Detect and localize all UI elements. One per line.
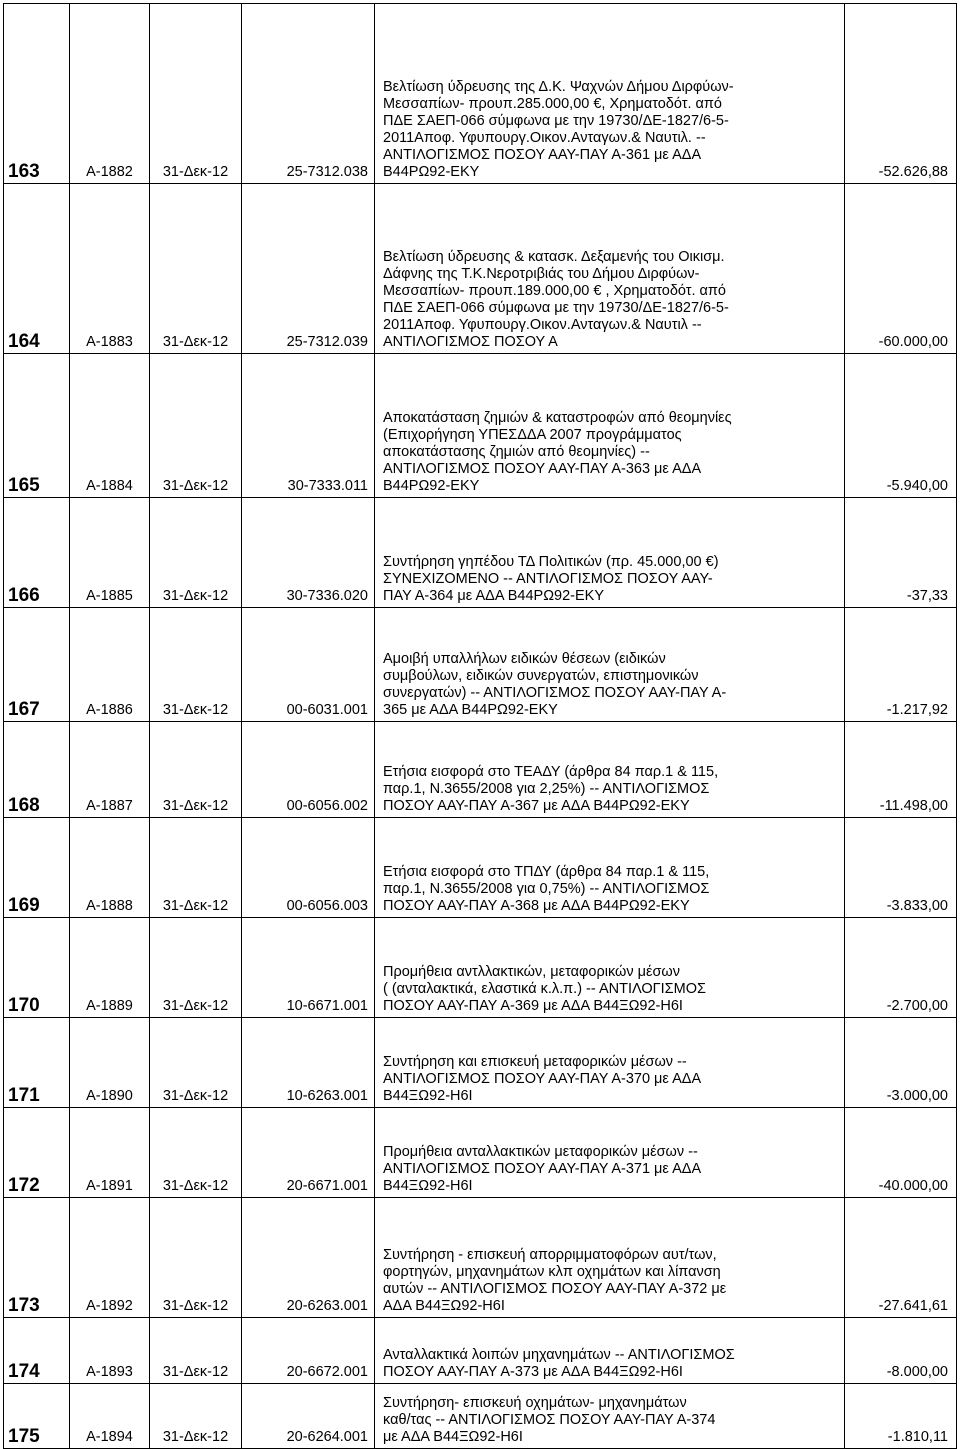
record-code: Α-1885 [70,498,150,608]
record-description: Αποκατάσταση ζημιών & καταστροφών από θεομηνίες (Επιχορήγηση ΥΠΕΣΔΔΑ 2007 προγράμματος αποκατάστασης ζημιών από θεομηνίες) -- ΑΝΤΙΛΟΓΙΣΜΟΣ ΠΟΣΟΥ ΑΑΥ-ΠΑΥ Α-363 με ΑΔΑ Β44ΡΩ92-ΕΚΥ [375,354,845,498]
account-code: 25-7312.039 [242,184,375,354]
row-number: 165 [4,354,70,498]
table-row [4,818,957,918]
account-code: 20-6264.001 [242,1384,375,1449]
account-code: 00-6056.002 [242,722,375,818]
account-code: 20-6672.001 [242,1318,375,1384]
record-date: 31-Δεκ-12 [150,4,242,184]
record-description: Ετήσια εισφορά στο ΤΠΔΥ (άρθρα 84 παρ.1 & 115, παρ.1, Ν.3655/2008 για 0,75%) -- ΑΝΤΙΛΟΓΙΣΜΟΣ ΠΟΣΟΥ ΑΑΥ-ΠΑΥ Α-368 με ΑΔΑ Β44ΡΩ92-ΕΚΥ [375,818,845,918]
record-description: Συντήρηση - επισκευή απορριμματοφόρων αυτ/των, φορτηγών, μηχανημάτων κλπ οχημάτων και λίπανση αυτών -- ΑΝΤΙΛΟΓΙΣΜΟΣ ΠΟΣΟΥ ΑΑΥ-ΠΑΥ Α-372 με ΑΔΑ Β44ΞΩ92-Η6Ι [375,1198,845,1318]
record-amount: -8.000,00 [845,1318,957,1384]
account-code: 10-6671.001 [242,918,375,1018]
record-code: Α-1892 [70,1198,150,1318]
table-row [4,1018,957,1108]
record-code: Α-1894 [70,1384,150,1449]
record-date: 31-Δεκ-12 [150,354,242,498]
record-date: 31-Δεκ-12 [150,1108,242,1198]
record-amount: -5.940,00 [845,354,957,498]
table-row [4,1198,957,1318]
record-description: Βελτίωση ύδρευσης της Δ.Κ. Ψαχνών Δήμου Διρφύων- Μεσσαπίων- προυπ.285.000,00 €, Χρηματοδότ. από ΠΔΕ ΣΑΕΠ-066 σύμφωνα με την 19730/ΔΕ-1827/6-5- 2011Αποφ. Υφυπουργ.Οικον.Ανταγων.& Ναυτιλ. -- ΑΝΤΙΛΟΓΙΣΜΟΣ ΠΟΣΟΥ ΑΑΥ-ΠΑΥ Α-361 με ΑΔΑ Β44ΡΩ92-ΕΚΥ [375,4,845,184]
record-date: 31-Δεκ-12 [150,498,242,608]
record-code: Α-1886 [70,608,150,722]
record-code: Α-1883 [70,184,150,354]
row-number: 175 [4,1384,70,1449]
record-code: Α-1884 [70,354,150,498]
record-code: Α-1882 [70,4,150,184]
record-description: Συντήρηση γηπέδου ΤΔ Πολιτικών (πρ. 45.000,00 €) ΣΥΝΕΧΙΖΟΜΕΝΟ -- ΑΝΤΙΛΟΓΙΣΜΟΣ ΠΟΣΟΥ ΑΑΥ- ΠΑΥ Α-364 με ΑΔΑ Β44ΡΩ92-ΕΚΥ [375,498,845,608]
records-table [3,3,957,1449]
record-amount: -1.217,92 [845,608,957,722]
record-code: Α-1890 [70,1018,150,1108]
record-date: 31-Δεκ-12 [150,1198,242,1318]
account-code: 00-6031.001 [242,608,375,722]
record-code: Α-1887 [70,722,150,818]
record-code: Α-1889 [70,918,150,1018]
record-amount: -2.700,00 [845,918,957,1018]
record-date: 31-Δεκ-12 [150,184,242,354]
records-table-body [4,4,957,1449]
record-date: 31-Δεκ-12 [150,918,242,1018]
record-date: 31-Δεκ-12 [150,818,242,918]
record-code: Α-1891 [70,1108,150,1198]
row-number: 164 [4,184,70,354]
record-description: Συντήρηση και επισκευή μεταφορικών μέσων -- ΑΝΤΙΛΟΓΙΣΜΟΣ ΠΟΣΟΥ ΑΑΥ-ΠΑΥ Α-370 με ΑΔΑ Β44ΞΩ92-Η6Ι [375,1018,845,1108]
record-amount: -52.626,88 [845,4,957,184]
record-description: Συντήρηση- επισκευή οχημάτων- μηχανημάτων καθ/τας -- ΑΝΤΙΛΟΓΙΣΜΟΣ ΠΟΣΟΥ ΑΑΥ-ΠΑΥ Α-374 με ΑΔΑ Β44ΞΩ92-Η6Ι [375,1384,845,1449]
row-number: 174 [4,1318,70,1384]
row-number: 172 [4,1108,70,1198]
table-row [4,918,957,1018]
record-description: Προμήθεια ανταλλακτικών μεταφορικών μέσων -- ΑΝΤΙΛΟΓΙΣΜΟΣ ΠΟΣΟΥ ΑΑΥ-ΠΑΥ Α-371 με ΑΔΑ Β44ΞΩ92-Η6Ι [375,1108,845,1198]
record-amount: -37,33 [845,498,957,608]
record-amount: -3.000,00 [845,1018,957,1108]
row-number: 163 [4,4,70,184]
table-row [4,498,957,608]
row-number: 166 [4,498,70,608]
record-amount: -27.641,61 [845,1198,957,1318]
account-code: 20-6263.001 [242,1198,375,1318]
account-code: 25-7312.038 [242,4,375,184]
record-description: Ανταλλακτικά λοιπών μηχανημάτων -- ΑΝΤΙΛΟΓΙΣΜΟΣ ΠΟΣΟΥ ΑΑΥ-ΠΑΥ Α-373 με ΑΔΑ Β44ΞΩ92-Η6Ι [375,1318,845,1384]
record-amount: -60.000,00 [845,184,957,354]
table-row [4,722,957,818]
record-amount: -3.833,00 [845,818,957,918]
table-row [4,1318,957,1384]
row-number: 170 [4,918,70,1018]
record-date: 31-Δεκ-12 [150,608,242,722]
record-description: Προμήθεια αντλλακτικών, μεταφορικών μέσων ( (ανταλακτικά, ελαστικά κ.λ.π.) -- ΑΝΤΙΛΟΓΙΣΜΟΣ ΠΟΣΟΥ ΑΑΥ-ΠΑΥ Α-369 με ΑΔΑ Β44ΞΩ92-Η6Ι [375,918,845,1018]
account-code: 10-6263.001 [242,1018,375,1108]
table-row [4,354,957,498]
record-amount: -11.498,00 [845,722,957,818]
record-date: 31-Δεκ-12 [150,1018,242,1108]
account-code: 30-7336.020 [242,498,375,608]
account-code: 00-6056.003 [242,818,375,918]
record-description: Ετήσια εισφορά στο ΤΕΑΔΥ (άρθρα 84 παρ.1 & 115, παρ.1, Ν.3655/2008 για 2,25%) -- ΑΝΤΙΛΟΓΙΣΜΟΣ ΠΟΣΟΥ ΑΑΥ-ΠΑΥ Α-367 με ΑΔΑ Β44ΡΩ92-ΕΚΥ [375,722,845,818]
table-row [4,1384,957,1449]
record-date: 31-Δεκ-12 [150,722,242,818]
record-date: 31-Δεκ-12 [150,1318,242,1384]
row-number: 171 [4,1018,70,1108]
record-code: Α-1893 [70,1318,150,1384]
row-number: 168 [4,722,70,818]
record-amount: -40.000,00 [845,1108,957,1198]
row-number: 167 [4,608,70,722]
table-row [4,184,957,354]
record-date: 31-Δεκ-12 [150,1384,242,1449]
record-description: Αμοιβή υπαλλήλων ειδικών θέσεων (ειδικών συμβούλων, ειδικών συνεργατών, επιστημονικών συνεργατών) -- ΑΝΤΙΛΟΓΙΣΜΟΣ ΠΟΣΟΥ ΑΑΥ-ΠΑΥ Α- 365 με ΑΔΑ Β44ΡΩ92-ΕΚΥ [375,608,845,722]
account-code: 20-6671.001 [242,1108,375,1198]
record-amount: -1.810,11 [845,1384,957,1449]
table-row [4,1108,957,1198]
row-number: 173 [4,1198,70,1318]
table-row [4,608,957,722]
record-code: Α-1888 [70,818,150,918]
table-row [4,4,957,184]
account-code: 30-7333.011 [242,354,375,498]
row-number: 169 [4,818,70,918]
record-description: Βελτίωση ύδρευσης & κατασκ. Δεξαμενής του Οικισμ. Δάφνης της Τ.Κ.Νεροτριβιάς του Δήμου Διρφύων- Μεσσαπίων- προυπ.189.000,00 € , Χρηματοδότ. από ΠΔΕ ΣΑΕΠ-066 σύμφωνα με την 19730/ΔΕ-1827/6-5- 2011Αποφ. Υφυπουργ.Οικον.Ανταγων.& Ναυτιλ -- ΑΝΤΙΛΟΓΙΣΜΟΣ ΠΟΣΟΥ Α [375,184,845,354]
